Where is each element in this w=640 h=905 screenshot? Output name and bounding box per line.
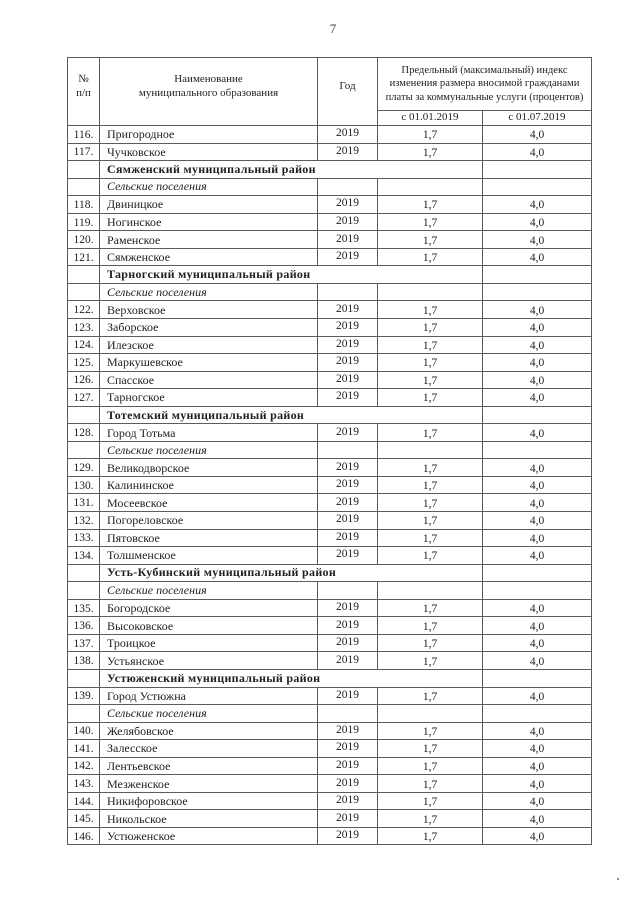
year-cell: 2019 <box>318 213 378 231</box>
index-jan-cell: 1,7 <box>378 687 483 705</box>
table-header <box>68 58 592 126</box>
municipality-name-cell: Никифоровское <box>100 792 318 810</box>
municipality-name-cell: Устьянское <box>100 652 318 670</box>
row-number-cell: 138. <box>68 652 100 670</box>
index-jan-cell: 1,7 <box>378 722 483 740</box>
index-jan-cell: 1,7 <box>378 512 483 530</box>
index-jul-cell: 4,0 <box>483 336 592 354</box>
row-number-cell <box>68 283 100 301</box>
index-jan-cell: 1,7 <box>378 371 483 389</box>
index-jul-cell: 4,0 <box>483 231 592 249</box>
index-jul-cell <box>483 178 592 196</box>
municipality-row <box>68 494 592 512</box>
index-jul-cell: 4,0 <box>483 792 592 810</box>
municipality-name-cell: Великодворское <box>100 459 318 477</box>
index-jan-cell: 1,7 <box>378 634 483 652</box>
col-header-jul-date: с 01.07.2019 <box>483 111 592 126</box>
index-jul-cell: 4,0 <box>483 652 592 670</box>
settlement-type-row <box>68 441 592 459</box>
municipality-name-cell: Город Тотьма <box>100 424 318 442</box>
municipality-row <box>68 354 592 372</box>
index-jan-cell: 1,7 <box>378 389 483 407</box>
year-cell: 2019 <box>318 652 378 670</box>
tariff-index-table <box>67 57 592 845</box>
row-number-cell: 122. <box>68 301 100 319</box>
index-jul-cell <box>483 669 592 687</box>
district-section-row <box>68 564 592 582</box>
index-jan-cell: 1,7 <box>378 617 483 635</box>
district-title-cell: Тарногский муниципальный район <box>100 266 483 284</box>
municipality-name-cell: Сямженское <box>100 248 318 266</box>
row-number-cell: 135. <box>68 599 100 617</box>
index-jan-cell: 1,7 <box>378 301 483 319</box>
municipality-row <box>68 827 592 845</box>
year-cell: 2019 <box>318 634 378 652</box>
row-number-cell: 116. <box>68 126 100 144</box>
district-section-row <box>68 669 592 687</box>
row-number-cell: 126. <box>68 371 100 389</box>
index-jul-cell: 4,0 <box>483 617 592 635</box>
index-jan-cell: 1,7 <box>378 810 483 828</box>
row-number-cell <box>68 406 100 424</box>
row-number-cell: 121. <box>68 248 100 266</box>
index-jul-cell <box>483 266 592 284</box>
year-cell <box>318 582 378 600</box>
index-jul-cell: 4,0 <box>483 371 592 389</box>
index-jul-cell: 4,0 <box>483 775 592 793</box>
year-cell <box>318 705 378 723</box>
index-jul-cell: 4,0 <box>483 354 592 372</box>
settlement-type-row <box>68 582 592 600</box>
municipality-name-cell: Заборское <box>100 319 318 337</box>
municipality-row <box>68 248 592 266</box>
year-cell: 2019 <box>318 459 378 477</box>
index-jul-cell: 4,0 <box>483 757 592 775</box>
row-number-cell <box>68 564 100 582</box>
index-jul-cell: 4,0 <box>483 810 592 828</box>
row-number-cell <box>68 441 100 459</box>
municipality-name-cell: Верховское <box>100 301 318 319</box>
municipality-row <box>68 810 592 828</box>
municipality-name-cell: Чучковское <box>100 143 318 161</box>
district-title-cell: Усть-Кубинский муниципальный район <box>100 564 483 582</box>
year-cell: 2019 <box>318 389 378 407</box>
index-jan-cell <box>378 441 483 459</box>
municipality-name-cell: Город Устюжна <box>100 687 318 705</box>
municipality-name-cell: Маркушевское <box>100 354 318 372</box>
municipality-name-cell: Калининское <box>100 476 318 494</box>
index-jan-cell: 1,7 <box>378 196 483 214</box>
district-title-cell: Тотемский муниципальный район <box>100 406 483 424</box>
index-jul-cell: 4,0 <box>483 301 592 319</box>
page-number: 7 <box>329 21 337 36</box>
municipality-name-cell: Богородское <box>100 599 318 617</box>
index-jul-cell: 4,0 <box>483 722 592 740</box>
col-header-number-line2: п/п <box>76 86 91 99</box>
index-jan-cell: 1,7 <box>378 827 483 845</box>
district-section-row <box>68 406 592 424</box>
municipality-row <box>68 143 592 161</box>
index-jul-cell: 4,0 <box>483 389 592 407</box>
index-jul-cell: 4,0 <box>483 196 592 214</box>
district-section-row <box>68 266 592 284</box>
index-jul-cell: 4,0 <box>483 634 592 652</box>
row-number-cell <box>68 266 100 284</box>
index-jan-cell: 1,7 <box>378 652 483 670</box>
index-jan-cell: 1,7 <box>378 319 483 337</box>
row-number-cell: 140. <box>68 722 100 740</box>
row-number-cell <box>68 582 100 600</box>
municipality-row <box>68 722 592 740</box>
year-cell: 2019 <box>318 827 378 845</box>
municipality-row <box>68 775 592 793</box>
year-cell: 2019 <box>318 722 378 740</box>
year-cell: 2019 <box>318 476 378 494</box>
year-cell: 2019 <box>318 547 378 565</box>
municipality-row <box>68 301 592 319</box>
municipality-row <box>68 617 592 635</box>
index-jul-cell: 4,0 <box>483 740 592 758</box>
index-jul-cell: 4,0 <box>483 319 592 337</box>
settlement-type-cell: Сельские поселения <box>100 178 318 196</box>
index-jul-cell <box>483 283 592 301</box>
municipality-row <box>68 476 592 494</box>
index-jul-cell: 4,0 <box>483 529 592 547</box>
municipality-row <box>68 389 592 407</box>
index-jan-cell <box>378 178 483 196</box>
municipality-row <box>68 512 592 530</box>
municipality-name-cell: Толшменское <box>100 547 318 565</box>
municipality-row <box>68 319 592 337</box>
municipality-name-cell: Илезское <box>100 336 318 354</box>
index-jan-cell <box>378 582 483 600</box>
municipality-name-cell: Раменское <box>100 231 318 249</box>
row-number-cell: 132. <box>68 512 100 530</box>
table-body <box>68 126 592 845</box>
year-cell: 2019 <box>318 196 378 214</box>
index-jan-cell: 1,7 <box>378 126 483 144</box>
municipality-name-cell: Спасское <box>100 371 318 389</box>
municipality-row <box>68 424 592 442</box>
municipality-name-cell: Никольское <box>100 810 318 828</box>
municipality-row <box>68 757 592 775</box>
index-jul-cell: 4,0 <box>483 512 592 530</box>
row-number-cell <box>68 705 100 723</box>
row-number-cell <box>68 669 100 687</box>
row-number-cell <box>68 161 100 179</box>
municipality-name-cell: Лентьевское <box>100 757 318 775</box>
settlement-type-row <box>68 705 592 723</box>
municipality-name-cell: Мезженское <box>100 775 318 793</box>
year-cell: 2019 <box>318 354 378 372</box>
index-jul-cell: 4,0 <box>483 126 592 144</box>
row-number-cell: 145. <box>68 810 100 828</box>
row-number-cell <box>68 178 100 196</box>
municipality-name-cell: Ногинское <box>100 213 318 231</box>
index-jul-cell: 4,0 <box>483 213 592 231</box>
index-jul-cell: 4,0 <box>483 599 592 617</box>
row-number-cell: 129. <box>68 459 100 477</box>
index-jul-cell <box>483 406 592 424</box>
index-jan-cell: 1,7 <box>378 599 483 617</box>
row-number-cell: 137. <box>68 634 100 652</box>
index-jul-cell: 4,0 <box>483 547 592 565</box>
year-cell: 2019 <box>318 617 378 635</box>
municipality-row <box>68 126 592 144</box>
index-jan-cell: 1,7 <box>378 459 483 477</box>
row-number-cell: 133. <box>68 529 100 547</box>
municipality-name-cell: Двиницкое <box>100 196 318 214</box>
district-title-cell: Устюженский муниципальный район <box>100 669 483 687</box>
municipality-name-cell: Залесское <box>100 740 318 758</box>
year-cell: 2019 <box>318 301 378 319</box>
index-jul-cell <box>483 705 592 723</box>
municipality-row <box>68 792 592 810</box>
year-cell: 2019 <box>318 424 378 442</box>
col-header-jan-date: с 01.01.2019 <box>378 111 483 126</box>
col-header-year: Год <box>318 58 378 126</box>
index-jul-cell: 4,0 <box>483 143 592 161</box>
district-section-row <box>68 161 592 179</box>
row-number-cell: 118. <box>68 196 100 214</box>
year-cell: 2019 <box>318 599 378 617</box>
year-cell: 2019 <box>318 529 378 547</box>
year-cell: 2019 <box>318 231 378 249</box>
row-number-cell: 128. <box>68 424 100 442</box>
year-cell: 2019 <box>318 319 378 337</box>
settlement-type-row <box>68 178 592 196</box>
index-jul-cell <box>483 161 592 179</box>
row-number-cell: 142. <box>68 757 100 775</box>
index-jan-cell: 1,7 <box>378 792 483 810</box>
year-cell: 2019 <box>318 810 378 828</box>
index-jan-cell: 1,7 <box>378 213 483 231</box>
row-number-cell: 125. <box>68 354 100 372</box>
index-jan-cell: 1,7 <box>378 476 483 494</box>
municipality-row <box>68 547 592 565</box>
index-jul-cell <box>483 441 592 459</box>
row-number-cell: 136. <box>68 617 100 635</box>
col-header-index-group: Предельный (максимальный) индекс изменения размера вносимой гражданами платы за коммунальные услуги (процентов) <box>378 58 592 111</box>
municipality-name-cell: Пятовское <box>100 529 318 547</box>
settlement-type-cell: Сельские поселения <box>100 582 318 600</box>
municipality-name-cell: Погореловское <box>100 512 318 530</box>
municipality-name-cell: Троицкое <box>100 634 318 652</box>
index-jul-cell <box>483 582 592 600</box>
index-jan-cell: 1,7 <box>378 494 483 512</box>
index-jul-cell: 4,0 <box>483 424 592 442</box>
municipality-row <box>68 213 592 231</box>
col-header-number-line1: № <box>78 72 89 85</box>
year-cell: 2019 <box>318 371 378 389</box>
year-cell: 2019 <box>318 126 378 144</box>
year-cell: 2019 <box>318 494 378 512</box>
settlement-type-row <box>68 283 592 301</box>
index-jul-cell: 4,0 <box>483 248 592 266</box>
index-jan-cell: 1,7 <box>378 143 483 161</box>
index-jul-cell: 4,0 <box>483 494 592 512</box>
municipality-row <box>68 634 592 652</box>
row-number-cell: 134. <box>68 547 100 565</box>
col-header-name-line2: муниципального образования <box>138 86 279 99</box>
scan-speck <box>617 878 619 880</box>
row-number-cell: 139. <box>68 687 100 705</box>
row-number-cell: 144. <box>68 792 100 810</box>
row-number-cell: 120. <box>68 231 100 249</box>
row-number-cell: 124. <box>68 336 100 354</box>
year-cell: 2019 <box>318 512 378 530</box>
row-number-cell: 146. <box>68 827 100 845</box>
index-jul-cell: 4,0 <box>483 827 592 845</box>
year-cell: 2019 <box>318 336 378 354</box>
index-jan-cell <box>378 283 483 301</box>
index-jan-cell: 1,7 <box>378 740 483 758</box>
index-jul-cell: 4,0 <box>483 476 592 494</box>
municipality-name-cell: Устюженское <box>100 827 318 845</box>
municipality-name-cell: Мосеевское <box>100 494 318 512</box>
index-jul-cell <box>483 564 592 582</box>
year-cell: 2019 <box>318 775 378 793</box>
index-jan-cell: 1,7 <box>378 248 483 266</box>
municipality-row <box>68 687 592 705</box>
year-cell: 2019 <box>318 248 378 266</box>
header-row-main <box>68 58 592 111</box>
index-jan-cell <box>378 705 483 723</box>
row-number-cell: 123. <box>68 319 100 337</box>
index-jan-cell: 1,7 <box>378 424 483 442</box>
year-cell: 2019 <box>318 757 378 775</box>
index-jul-cell: 4,0 <box>483 687 592 705</box>
municipality-row <box>68 336 592 354</box>
district-title-cell: Сямженский муниципальный район <box>100 161 483 179</box>
year-cell: 2019 <box>318 792 378 810</box>
municipality-row <box>68 652 592 670</box>
row-number-cell: 119. <box>68 213 100 231</box>
col-header-name <box>100 58 318 126</box>
row-number-cell: 130. <box>68 476 100 494</box>
row-number-cell: 127. <box>68 389 100 407</box>
col-header-number <box>68 58 100 126</box>
index-jan-cell: 1,7 <box>378 354 483 372</box>
municipality-row <box>68 196 592 214</box>
index-jan-cell: 1,7 <box>378 231 483 249</box>
municipality-name-cell: Тарногское <box>100 389 318 407</box>
index-jan-cell: 1,7 <box>378 336 483 354</box>
year-cell <box>318 178 378 196</box>
year-cell: 2019 <box>318 740 378 758</box>
year-cell <box>318 441 378 459</box>
index-jan-cell: 1,7 <box>378 547 483 565</box>
municipality-name-cell: Высоковское <box>100 617 318 635</box>
municipality-row <box>68 459 592 477</box>
settlement-type-cell: Сельские поселения <box>100 705 318 723</box>
municipality-row <box>68 740 592 758</box>
settlement-type-cell: Сельские поселения <box>100 283 318 301</box>
year-cell: 2019 <box>318 143 378 161</box>
row-number-cell: 141. <box>68 740 100 758</box>
index-jan-cell: 1,7 <box>378 775 483 793</box>
year-cell <box>318 283 378 301</box>
index-jan-cell: 1,7 <box>378 757 483 775</box>
row-number-cell: 143. <box>68 775 100 793</box>
year-cell: 2019 <box>318 687 378 705</box>
municipality-row <box>68 231 592 249</box>
index-jul-cell: 4,0 <box>483 459 592 477</box>
row-number-cell: 117. <box>68 143 100 161</box>
municipality-row <box>68 371 592 389</box>
municipality-name-cell: Пригородное <box>100 126 318 144</box>
col-header-name-line1: Наименование <box>174 72 243 85</box>
municipality-row <box>68 599 592 617</box>
row-number-cell: 131. <box>68 494 100 512</box>
municipality-name-cell: Желябовское <box>100 722 318 740</box>
municipality-row <box>68 529 592 547</box>
index-jan-cell: 1,7 <box>378 529 483 547</box>
settlement-type-cell: Сельские поселения <box>100 441 318 459</box>
